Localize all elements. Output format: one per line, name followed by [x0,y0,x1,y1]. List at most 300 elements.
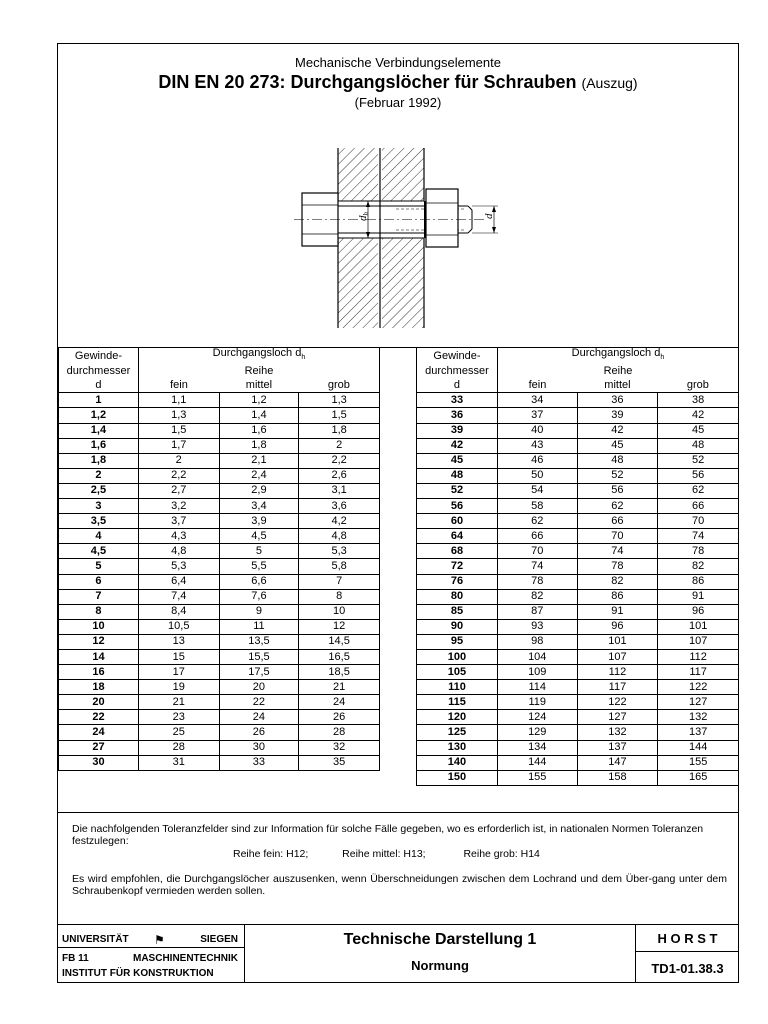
hole-fein: 7,4 [138,589,219,604]
thread-diameter: 33 [417,393,498,408]
hole-mittel: 117 [577,680,658,695]
hole-fein: 134 [497,740,577,755]
hole-mittel: 5,5 [219,559,299,574]
note-countersink: Es wird empfohlen, die Durchgangslöcher auszusenken, wenn Überschneidungen zwischen dem Lochrand und dem Über-gang unter dem Schraubenkopf vermieden werden sollen. [72,873,727,897]
hole-fein: 3,2 [138,499,219,514]
hole-fein: 74 [497,559,577,574]
hole-grob: 107 [658,634,739,649]
thread-diameter: 16 [59,665,139,680]
note-series [233,848,633,860]
hole-mittel: 137 [577,740,658,755]
hole-grob: 117 [658,665,739,680]
hole-grob: 52 [658,453,739,468]
hole-fein: 82 [497,589,577,604]
hole-grob: 132 [658,710,739,725]
doc-id: TD1-01.38.3 [651,961,724,976]
hole-grob: 56 [658,468,739,483]
author: H O R S T [657,931,718,946]
hole-grob: 78 [658,544,739,559]
hole-mittel: 1,8 [219,438,299,453]
dim-dh [357,201,370,238]
hole-grob: 70 [658,514,739,529]
hole-grob: 1,3 [299,393,380,408]
hole-fein: 62 [497,514,577,529]
hole-fein: 1,3 [138,408,219,423]
thread-diameter: 105 [417,665,498,680]
hole-mittel: 6,6 [219,574,299,589]
hole-mittel: 101 [577,634,658,649]
hole-fein: 104 [497,649,577,664]
table-row [59,649,380,664]
hole-grob: 155 [658,755,739,770]
hole-mittel: 48 [577,453,658,468]
table-row [417,770,739,785]
hole-grob: 38 [658,393,739,408]
thread-diameter: 140 [417,755,498,770]
thread-diameter: 12 [59,634,139,649]
table-row [59,665,380,680]
hole-mittel: 17,5 [219,665,299,680]
hole-grob: 137 [658,725,739,740]
hole-fein: 43 [497,438,577,453]
hole-fein: 28 [138,740,219,755]
hole-grob: 1,8 [299,423,380,438]
hole-mittel: 86 [577,589,658,604]
hole-fein: 46 [497,453,577,468]
hole-grob: 91 [658,589,739,604]
table-right [416,347,739,786]
table-row [417,514,739,529]
thread-diameter: 36 [417,408,498,423]
hole-mittel: 7,6 [219,589,299,604]
thread-diameter: 72 [417,559,498,574]
hole-fein: 129 [497,725,577,740]
hole-grob: 2,6 [299,468,380,483]
hole-mittel: 3,4 [219,499,299,514]
hole-mittel: 70 [577,529,658,544]
table-row [417,408,739,423]
thread-diameter: 115 [417,695,498,710]
thread-diameter: 125 [417,725,498,740]
hole-grob: 42 [658,408,739,423]
thread-diameter: 30 [59,755,139,770]
table-row [417,499,739,514]
uni-name: UNIVERSITÄT [62,934,129,945]
hole-grob: 10 [299,604,380,619]
hole-mittel: 107 [577,649,658,664]
hole-fein: 66 [497,529,577,544]
table-row [59,468,380,483]
table-row [417,589,739,604]
thread-diameter: 3,5 [59,514,139,529]
hole-grob: 5,8 [299,559,380,574]
thread-diameter: 64 [417,529,498,544]
table-row [417,423,739,438]
table-row [417,755,739,770]
hole-fein: 19 [138,680,219,695]
course-title: Technische Darstellung 1 [343,931,537,948]
hole-fein: 155 [497,770,577,785]
hole-mittel: 158 [577,770,658,785]
title-main: DIN EN 20 273: Durchgangslöcher für Schrauben [158,72,577,92]
title-block-doc [636,925,739,982]
table-row [417,634,739,649]
hole-grob: 8 [299,589,380,604]
hole-fein: 13 [138,634,219,649]
header-thread-1: Gewinde- [59,347,139,364]
hole-fein: 119 [497,695,577,710]
header-hole-title: Durchgangsloch d [571,347,661,359]
table-row [59,408,380,423]
hole-mittel: 5 [219,544,299,559]
institution-divider [57,947,244,948]
table-row [59,619,380,634]
thread-diameter: 130 [417,740,498,755]
thread-diameter: 150 [417,770,498,785]
hole-grob: 14,5 [299,634,380,649]
thread-diameter: 1,2 [59,408,139,423]
hole-grob: 96 [658,604,739,619]
note-tolerance: Die nachfolgenden Toleranzfelder sind zur Information für solche Fälle gegeben, wo es erforderlich ist, in nationalen Normen Toleranzen festzulegen: [72,823,704,847]
table-row [59,544,380,559]
hole-fein: 78 [497,574,577,589]
hole-grob: 35 [299,755,380,770]
hole-fein: 6,4 [138,574,219,589]
thread-diameter: 76 [417,574,498,589]
thread-diameter: 68 [417,544,498,559]
hole-mittel: 1,6 [219,423,299,438]
header-thread-2: durchmesser [417,364,498,378]
hole-mittel: 74 [577,544,658,559]
table-row [59,529,380,544]
hole-grob: 62 [658,483,739,498]
hole-fein: 5,3 [138,559,219,574]
hole-grob: 122 [658,680,739,695]
hole-grob: 2 [299,438,380,453]
header-thread-3: d [417,378,498,393]
table-row [417,453,739,468]
note-fein: Reihe fein: H12; [233,848,309,860]
hole-fein: 109 [497,665,577,680]
table-row [59,740,380,755]
hole-mittel: 112 [577,665,658,680]
hole-grob: 45 [658,423,739,438]
hole-mittel: 56 [577,483,658,498]
thread-diameter: 48 [417,468,498,483]
hole-grob: 4,8 [299,529,380,544]
table-row [59,423,380,438]
hole-grob: 24 [299,695,380,710]
thread-diameter: 45 [417,453,498,468]
thread-diameter: 6 [59,574,139,589]
hole-fein: 58 [497,499,577,514]
table-row [59,634,380,649]
hole-fein: 40 [497,423,577,438]
table-row [59,453,380,468]
thread-diameter: 1 [59,393,139,408]
thread-diameter: 8 [59,604,139,619]
thread-diameter: 27 [59,740,139,755]
hole-grob: 82 [658,559,739,574]
thread-diameter: 14 [59,649,139,664]
institute: INSTITUT FÜR KONSTRUKTION [62,968,214,979]
hole-mittel: 36 [577,393,658,408]
hole-mittel: 24 [219,710,299,725]
hole-fein: 21 [138,695,219,710]
hole-mittel: 82 [577,574,658,589]
hole-fein: 114 [497,680,577,695]
hole-mittel: 52 [577,468,658,483]
page-subtitle: Mechanische Verbindungselemente [295,55,501,70]
header-mittel: mittel [219,378,299,393]
hole-grob: 66 [658,499,739,514]
table-left [58,347,380,771]
table-row [59,695,380,710]
header-hole-sub: h [660,354,665,362]
label-dh: d [357,215,369,221]
thread-diameter: 2 [59,468,139,483]
hole-fein: 23 [138,710,219,725]
hole-mittel: 4,5 [219,529,299,544]
course-topic: Normung [411,958,469,973]
table-row [59,710,380,725]
thread-diameter: 80 [417,589,498,604]
hole-grob: 48 [658,438,739,453]
thread-diameter: 56 [417,499,498,514]
table-row [417,393,739,408]
table-row [417,710,739,725]
hole-mittel: 26 [219,725,299,740]
hole-mittel: 2,1 [219,453,299,468]
svg-text:dh [357,212,370,222]
table-row [417,438,739,453]
nut [424,189,458,247]
hole-grob: 28 [299,725,380,740]
hole-grob: 127 [658,695,739,710]
thread-diameter: 90 [417,619,498,634]
hole-mittel: 30 [219,740,299,755]
thread-diameter: 22 [59,710,139,725]
table-row [59,559,380,574]
table-left-body [59,393,380,770]
thread-diameter: 39 [417,423,498,438]
thread-diameter: 120 [417,710,498,725]
hole-mittel: 66 [577,514,658,529]
hole-grob: 5,3 [299,544,380,559]
hole-grob: 86 [658,574,739,589]
hole-mittel: 132 [577,725,658,740]
hole-fein: 34 [497,393,577,408]
thread-diameter: 3 [59,499,139,514]
table-row [417,468,739,483]
hole-fein: 17 [138,665,219,680]
table-row [417,680,739,695]
title-suffix: (Auszug) [581,75,638,91]
table-row [59,393,380,408]
hole-mittel: 22 [219,695,299,710]
table-row [417,483,739,498]
table-row [59,755,380,770]
hole-fein: 1,1 [138,393,219,408]
header-hole-title: Durchgangsloch d [212,347,302,359]
hole-fein: 70 [497,544,577,559]
table-row [59,499,380,514]
thread-diameter: 60 [417,514,498,529]
thread-diameter: 110 [417,680,498,695]
thread-diameter: 2,5 [59,483,139,498]
bolt-drawing [290,143,510,333]
header-thread-2: durchmesser [59,364,139,378]
hole-mittel: 2,9 [219,483,299,498]
thread-diameter: 1,8 [59,453,139,468]
hole-fein: 93 [497,619,577,634]
hole-mittel: 45 [577,438,658,453]
note-grob: Reihe grob: H14 [463,848,540,860]
hole-fein: 144 [497,755,577,770]
title-block-institution [57,925,245,982]
header-grob: grob [658,378,739,393]
hole-grob: 7 [299,574,380,589]
hole-mittel: 96 [577,619,658,634]
table-row [417,529,739,544]
hole-mittel: 42 [577,423,658,438]
hole-fein: 2,2 [138,468,219,483]
table-row [417,695,739,710]
faculty: FB 11 [62,953,89,964]
header-hole [497,347,738,364]
hole-mittel: 91 [577,604,658,619]
hole-fein: 50 [497,468,577,483]
uni-row [62,934,240,945]
hole-fein: 87 [497,604,577,619]
table-row [417,559,739,574]
table-row [59,680,380,695]
thread-diameter: 24 [59,725,139,740]
header-grob: grob [299,378,380,393]
title-block-course [245,925,636,982]
table-row [59,725,380,740]
thread-diameter: 10 [59,619,139,634]
hole-fein: 15 [138,649,219,664]
table-row [417,725,739,740]
header-series: Reihe [138,364,379,378]
thread-diameter: 7 [59,589,139,604]
label-d: d [483,213,495,219]
thread-diameter: 42 [417,438,498,453]
department: MASCHINENTECHNIK [133,953,238,964]
hole-mittel: 127 [577,710,658,725]
header-hole [138,347,379,364]
header-fein: fein [138,378,219,393]
hole-grob: 101 [658,619,739,634]
thread-diameter: 100 [417,649,498,664]
thread-diameter: 1,6 [59,438,139,453]
table-row [417,740,739,755]
hole-fein: 4,8 [138,544,219,559]
thread-diameter: 20 [59,695,139,710]
hole-fein: 8,4 [138,604,219,619]
thread-diameter: 52 [417,483,498,498]
table-row [417,665,739,680]
hole-mittel: 78 [577,559,658,574]
hole-fein: 3,7 [138,514,219,529]
header-mittel: mittel [577,378,658,393]
table-row [417,619,739,634]
hole-grob: 16,5 [299,649,380,664]
hole-grob: 3,6 [299,499,380,514]
thread-diameter: 18 [59,680,139,695]
header-thread-3: d [59,378,139,393]
hole-mittel: 3,9 [219,514,299,529]
thread-diameter: 95 [417,634,498,649]
table-row [417,574,739,589]
thread-diameter: 5 [59,559,139,574]
hole-grob: 4,2 [299,514,380,529]
hole-fein: 54 [497,483,577,498]
hole-mittel: 9 [219,604,299,619]
page-title [57,72,739,93]
header-hole-sub: h [301,354,306,362]
hole-grob: 32 [299,740,380,755]
hole-grob: 165 [658,770,739,785]
hole-mittel: 1,4 [219,408,299,423]
hole-mittel: 2,4 [219,468,299,483]
hole-mittel: 33 [219,755,299,770]
hole-mittel: 147 [577,755,658,770]
hole-fein: 4,3 [138,529,219,544]
hole-fein: 1,7 [138,438,219,453]
thread-diameter: 4,5 [59,544,139,559]
table-row [59,483,380,498]
hole-fein: 1,5 [138,423,219,438]
table-row [59,604,380,619]
header-thread-1: Gewinde- [417,347,498,364]
hole-mittel: 122 [577,695,658,710]
title-block [57,924,739,983]
hole-fein: 2 [138,453,219,468]
label-dh-sub: h [362,212,370,216]
hole-fein: 10,5 [138,619,219,634]
hole-mittel: 62 [577,499,658,514]
hole-fein: 31 [138,755,219,770]
table-row [59,514,380,529]
hole-fein: 25 [138,725,219,740]
table-row [417,604,739,619]
note-mittel: Reihe mittel: H13; [342,848,426,860]
dept-row [62,953,240,964]
university-logo-icon: ⚑ [154,933,165,947]
table-row [59,438,380,453]
hole-grob: 12 [299,619,380,634]
hole-grob: 2,2 [299,453,380,468]
hole-grob: 74 [658,529,739,544]
table-row [59,589,380,604]
doc-divider [636,951,739,952]
hole-mittel: 39 [577,408,658,423]
hole-grob: 1,5 [299,408,380,423]
hole-grob: 18,5 [299,665,380,680]
hole-mittel: 15,5 [219,649,299,664]
table-row [417,544,739,559]
notes-top-rule [57,812,739,813]
hole-fein: 37 [497,408,577,423]
thread-diameter: 85 [417,604,498,619]
header-series: Reihe [497,364,738,378]
thread-diameter: 1,4 [59,423,139,438]
hole-fein: 124 [497,710,577,725]
page-date: (Februar 1992) [354,95,442,110]
hole-grob: 112 [658,649,739,664]
